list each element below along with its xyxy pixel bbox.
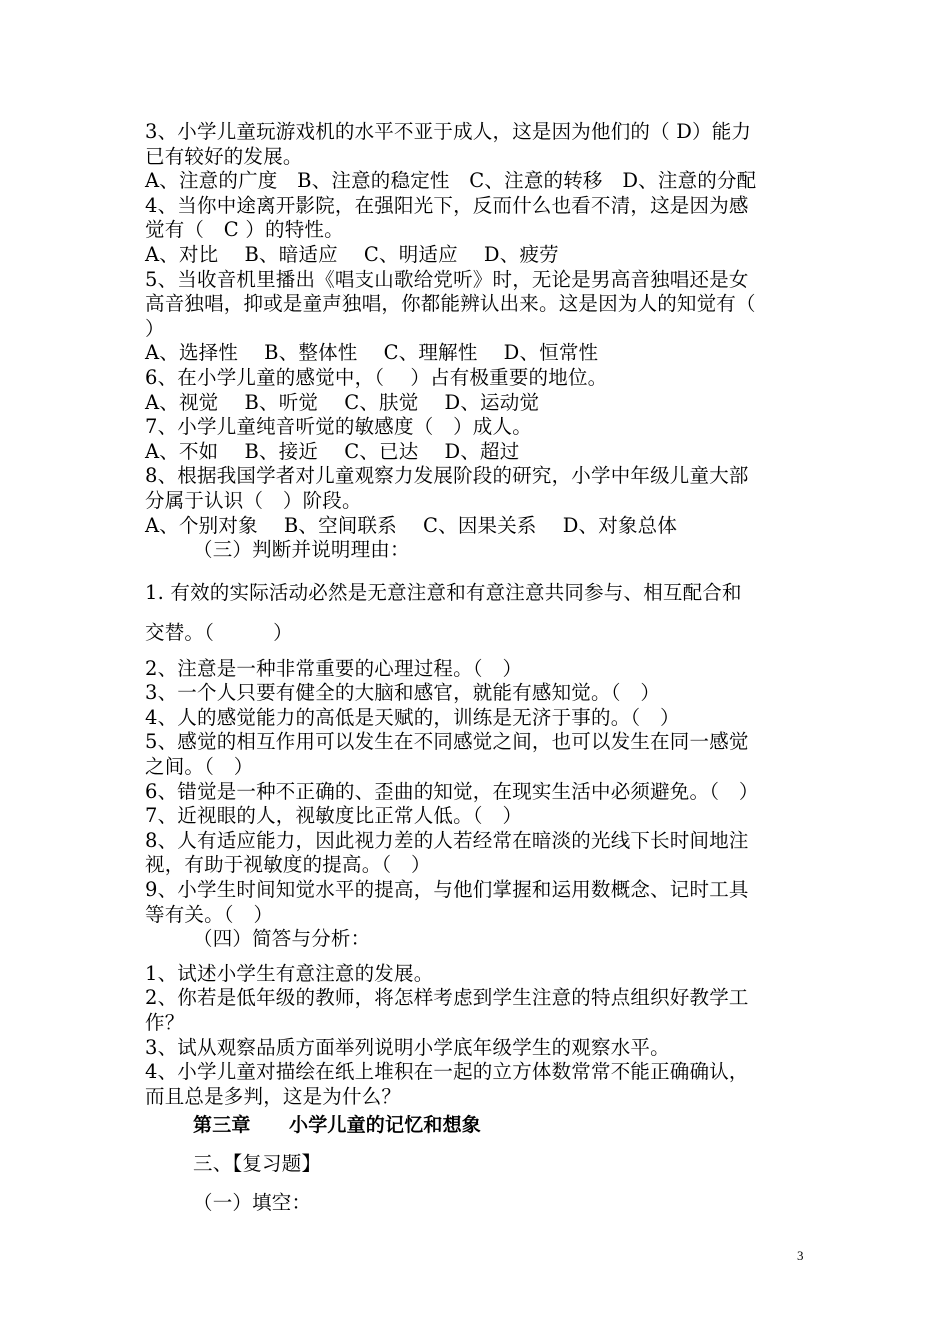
- question-line: A、对比 B、暗适应 C、明适应 D、疲劳: [145, 242, 559, 266]
- judgement-questions: [145, 657, 810, 928]
- judgement-line: 9、小学生时间知觉水平的提高，与他们掌握和运用数概念、记时工具: [145, 878, 749, 902]
- question-line: 7、小学儿童纯音听觉的敏感度（ ）成人。: [145, 415, 532, 439]
- judgement-line: 8、人有适应能力，因此视力差的人若经常在暗淡的光线下长时间地注: [145, 828, 749, 852]
- judgement-line: 6、错觉是一种不正确的、歪曲的知觉，在现实生活中必须避免。（ ）: [145, 779, 759, 803]
- question-line: 已有较好的发展。: [145, 144, 303, 168]
- question-line: A、选择性 B、整体性 C、理解性 D、恒常性: [145, 341, 599, 365]
- judgement-line: 视，有助于视敏度的提高。（ ）: [145, 853, 431, 877]
- judgement-line: 等有关。（ ）: [145, 902, 274, 926]
- chapter-title: 第三章 小学儿童的记忆和想象: [193, 1114, 482, 1137]
- judgement-item-1-line1: 1. 有效的实际活动必然是无意注意和有意注意共同参与、相互配合和: [145, 580, 742, 604]
- review-heading: 三、【复习题】: [193, 1151, 322, 1175]
- question-line: 高音独唱，抑或是童声独唱，你都能辨认出来。这是因为人的知觉有（: [145, 292, 756, 316]
- short-answer-line: 1、试述小学生有意注意的发展。: [145, 961, 434, 985]
- short-answer-line: 作？: [145, 1011, 185, 1034]
- fill-blank-heading: （一）填空：: [193, 1190, 312, 1214]
- question-line: ）: [145, 316, 165, 340]
- question-line: 8、根据我国学者对儿童观察力发展阶段的研究，小学中年级儿童大部: [145, 464, 749, 488]
- question-line: 4、当你中途离开影院，在强阳光下，反而什么也看不清，这是因为感: [145, 193, 749, 217]
- question-line: 3、小学儿童玩游戏机的水平不亚于成人，这是因为他们的（ D）能力: [145, 120, 752, 143]
- judgement-line: 5、感觉的相互作用可以发生在不同感觉之间，也可以发生在同一感觉: [145, 730, 749, 754]
- short-answer-line: 3、试从观察品质方面举列说明小学底年级学生的观察水平。: [145, 1035, 670, 1059]
- judgement-item-1-line2: 交替。（ ）: [145, 620, 293, 644]
- judgement-line: 2、注意是一种非常重要的心理过程。（ ）: [145, 656, 523, 680]
- question-line: A、不如 B、接近 C、已达 D、超过: [145, 439, 520, 463]
- judgement-line: 之间。（ ）: [145, 755, 254, 779]
- short-answer-line: 4、小学儿童对描绘在纸上堆积在一起的立方体数常常不能正确确认，: [145, 1060, 749, 1084]
- judgement-line: 3、一个人只要有健全的大脑和感官，就能有感知觉。（ ）: [145, 681, 661, 705]
- page-number: 3: [797, 1248, 804, 1263]
- section-heading-judgement: （三）判断并说明理由：: [193, 538, 410, 562]
- question-line: A、个别对象 B、空间联系 C、因果关系 D、对象总体: [145, 513, 678, 537]
- short-answer-line: 而且总是多判，这是为什么？: [145, 1084, 402, 1108]
- question-line: 分属于认识（ ）阶段。: [145, 488, 362, 512]
- question-line: 6、在小学儿童的感觉中，（ ）占有极重要的地位。: [145, 365, 608, 389]
- question-line: A、注意的广度 B、注意的稳定性 C、注意的转移 D、注意的分配: [145, 169, 757, 193]
- question-line: 5、当收音机里播出《唱支山歌给党听》时，无论是男高音独唱还是女: [145, 267, 749, 291]
- short-answer-line: 2、你若是低年级的教师，将怎样考虑到学生注意的特点组织好教学工: [145, 986, 749, 1010]
- multiple-choice-questions: [145, 120, 810, 538]
- document-body: [145, 120, 810, 1215]
- judgement-line: 7、近视眼的人，视敏度比正常人低。（ ）: [145, 804, 523, 828]
- judgement-line: 4、人的感觉能力的高低是天赋的，训练是无济于事的。（ ）: [145, 705, 680, 729]
- question-line: 觉有（ C ）的特性。: [145, 218, 344, 242]
- question-line: A、视觉 B、听觉 C、肤觉 D、运动觉: [145, 390, 540, 414]
- section-heading-short-answer: （四）简答与分析：: [193, 927, 371, 951]
- short-answer-questions: [145, 962, 810, 1110]
